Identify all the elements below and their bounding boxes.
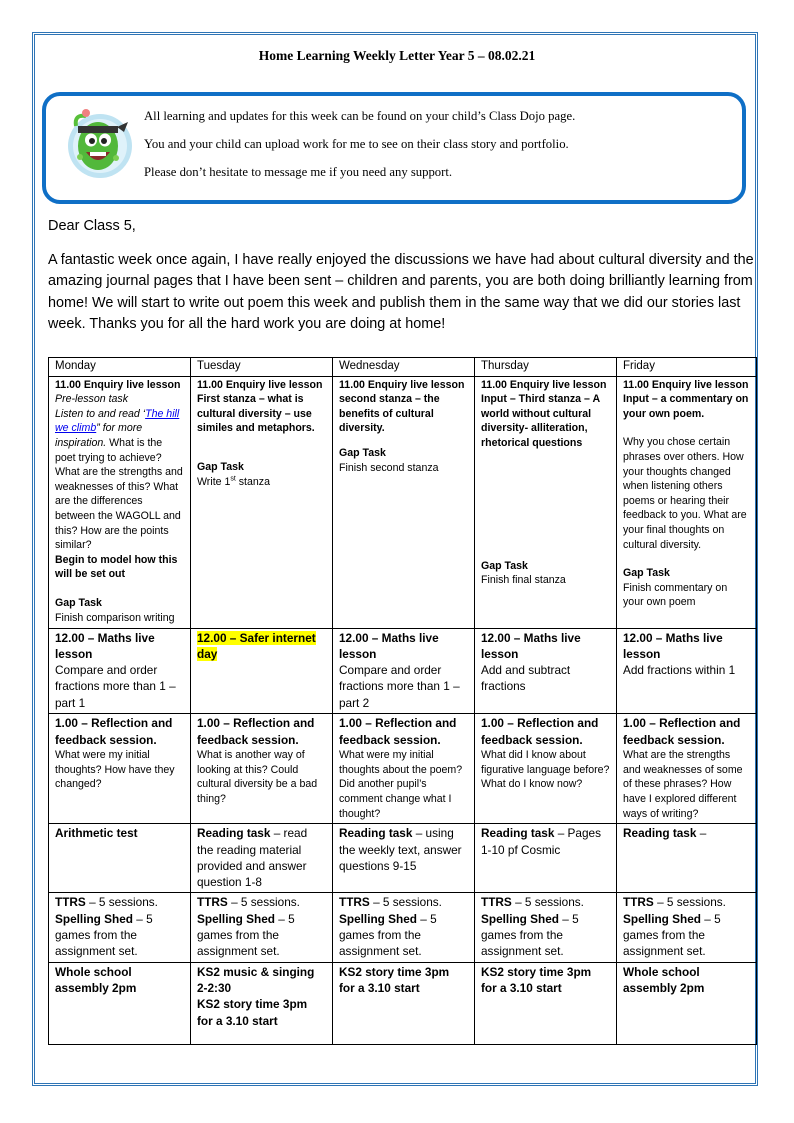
reading-monday: Arithmetic test bbox=[49, 824, 191, 893]
intro-paragraph: A fantastic week once again, I have really enjoyed the discussions we have had about cultural diversity and the amazing journal pages that I have been sent – children and parents, you are both doing brilliantly learning from home! We will start to write out poem this week and publish them in the same way that we did our stories last week. Thanks you for all the hard work you are doing at home! bbox=[48, 252, 754, 332]
reading-friday: Reading task – bbox=[617, 824, 757, 893]
ttrs-wednesday: TTRS – 5 sessions. Spelling Shed – 5 games from the assignment set. bbox=[333, 893, 475, 962]
maths-wednesday: 12.00 – Maths live lesson Compare and order fractions more than 1 – part 2 bbox=[333, 628, 475, 713]
ttrs-monday: TTRS – 5 sessions. Spelling Shed – 5 games from the assignment set. bbox=[49, 893, 191, 962]
enquiry-monday: 11.00 Enquiry live lesson Pre-lesson task Listen to and read ‘The hill we climb” for more inspiration. What is the poet trying to achieve? What are the strengths and weaknesses of this? What are the differences between the WAGOLL and this? How are the points similar? Begin to model how this will be set out Gap Task Finish comparison writing bbox=[49, 376, 191, 628]
reflection-wednesday: 1.00 – Reflection and feedback session. What were my initial thoughts about the poem? Did another pupil’s comment change what I thought? bbox=[333, 714, 475, 824]
enquiry-thursday: 11.00 Enquiry live lesson Input – Third stanza – A world without cultural diversity- alliteration, rhetorical questions Gap Task Finish final stanza bbox=[475, 376, 617, 628]
events-friday: Whole school assembly 2pm bbox=[617, 962, 757, 1044]
reflection-friday: 1.00 – Reflection and feedback session. What are the strengths and weaknesses of some of these phrases? How have I explored different ways of writing? bbox=[617, 714, 757, 824]
events-thursday: KS2 story time 3pm for a 3.10 start bbox=[475, 962, 617, 1044]
info-line-support: Please don’t hesitate to message me if you need any support. bbox=[144, 165, 453, 179]
info-box bbox=[42, 92, 746, 204]
reflection-thursday: 1.00 – Reflection and feedback session. What did I know about figurative language before? What do I know now? bbox=[475, 714, 617, 824]
class-dojo-monster-icon bbox=[58, 102, 138, 182]
weekly-timetable bbox=[48, 357, 757, 1045]
ttrs-friday: TTRS – 5 sessions. Spelling Shed – 5 games from the assignment set. bbox=[617, 893, 757, 962]
info-line-class-dojo: All learning and updates for this week can be found on your child’s Class Dojo page. bbox=[144, 109, 576, 123]
reflection-row bbox=[49, 714, 757, 824]
events-tuesday: KS2 music & singing 2-2:30 KS2 story time 3pm for a 3.10 start bbox=[191, 962, 333, 1044]
greeting: Dear Class 5, bbox=[48, 218, 136, 234]
maths-friday: 12.00 – Maths live lesson Add fractions within 1 bbox=[617, 628, 757, 713]
day-monday: Monday bbox=[49, 358, 191, 377]
day-tuesday: Tuesday bbox=[191, 358, 333, 377]
day-friday: Friday bbox=[617, 358, 757, 377]
reflection-tuesday: 1.00 – Reflection and feedback session. What is another way of looking at this? Could cultural diversity be a bad thing? bbox=[191, 714, 333, 824]
day-thursday: Thursday bbox=[475, 358, 617, 377]
enquiry-wednesday: 11.00 Enquiry live lesson second stanza – the benefits of cultural diversity. Gap Task Finish second stanza bbox=[333, 376, 475, 628]
maths-tuesday: 12.00 – Safer internet day bbox=[191, 628, 333, 713]
reading-row bbox=[49, 824, 757, 893]
reading-tuesday: Reading task – read the reading material provided and answer question 1-8 bbox=[191, 824, 333, 893]
reflection-monday: 1.00 – Reflection and feedback session. What were my initial thoughts? How have they changed? bbox=[49, 714, 191, 824]
events-row bbox=[49, 962, 757, 1044]
ttrs-row bbox=[49, 893, 757, 962]
reading-wednesday: Reading task – using the weekly text, answer questions 9-15 bbox=[333, 824, 475, 893]
maths-thursday: 12.00 – Maths live lesson Add and subtract fractions bbox=[475, 628, 617, 713]
maths-monday: 12.00 – Maths live lesson Compare and order fractions more than 1 – part 1 bbox=[49, 628, 191, 713]
enquiry-row bbox=[49, 376, 757, 628]
page-title: Home Learning Weekly Letter Year 5 – 08.02.21 bbox=[258, 48, 536, 63]
reading-thursday: Reading task – Pages 1-10 pf Cosmic bbox=[475, 824, 617, 893]
hill-we-climb-link[interactable]: The hill we climb bbox=[55, 407, 180, 435]
maths-row bbox=[49, 628, 757, 713]
day-wednesday: Wednesday bbox=[333, 358, 475, 377]
info-line-upload: You and your child can upload work for me to see on their class story and portfolio. bbox=[144, 137, 569, 151]
enquiry-friday: 11.00 Enquiry live lesson Input – a commentary on your own poem. Why you chose certain phrases over others. How your thoughts changed when listening others poems or hearing their feedback to you. What are your final thoughts on cultural diversity. Gap Task Finish commentary on your own poem bbox=[617, 376, 757, 628]
enquiry-tuesday: 11.00 Enquiry live lesson First stanza – what is cultural diversity – use similes and metaphors. Gap Task Write 1st stanza bbox=[191, 376, 333, 628]
ttrs-tuesday: TTRS – 5 sessions. Spelling Shed – 5 games from the assignment set. bbox=[191, 893, 333, 962]
day-header-row bbox=[49, 358, 757, 377]
ttrs-thursday: TTRS – 5 sessions. Spelling Shed – 5 games from the assignment set. bbox=[475, 893, 617, 962]
events-monday: Whole school assembly 2pm bbox=[49, 962, 191, 1044]
events-wednesday: KS2 story time 3pm for a 3.10 start bbox=[333, 962, 475, 1044]
